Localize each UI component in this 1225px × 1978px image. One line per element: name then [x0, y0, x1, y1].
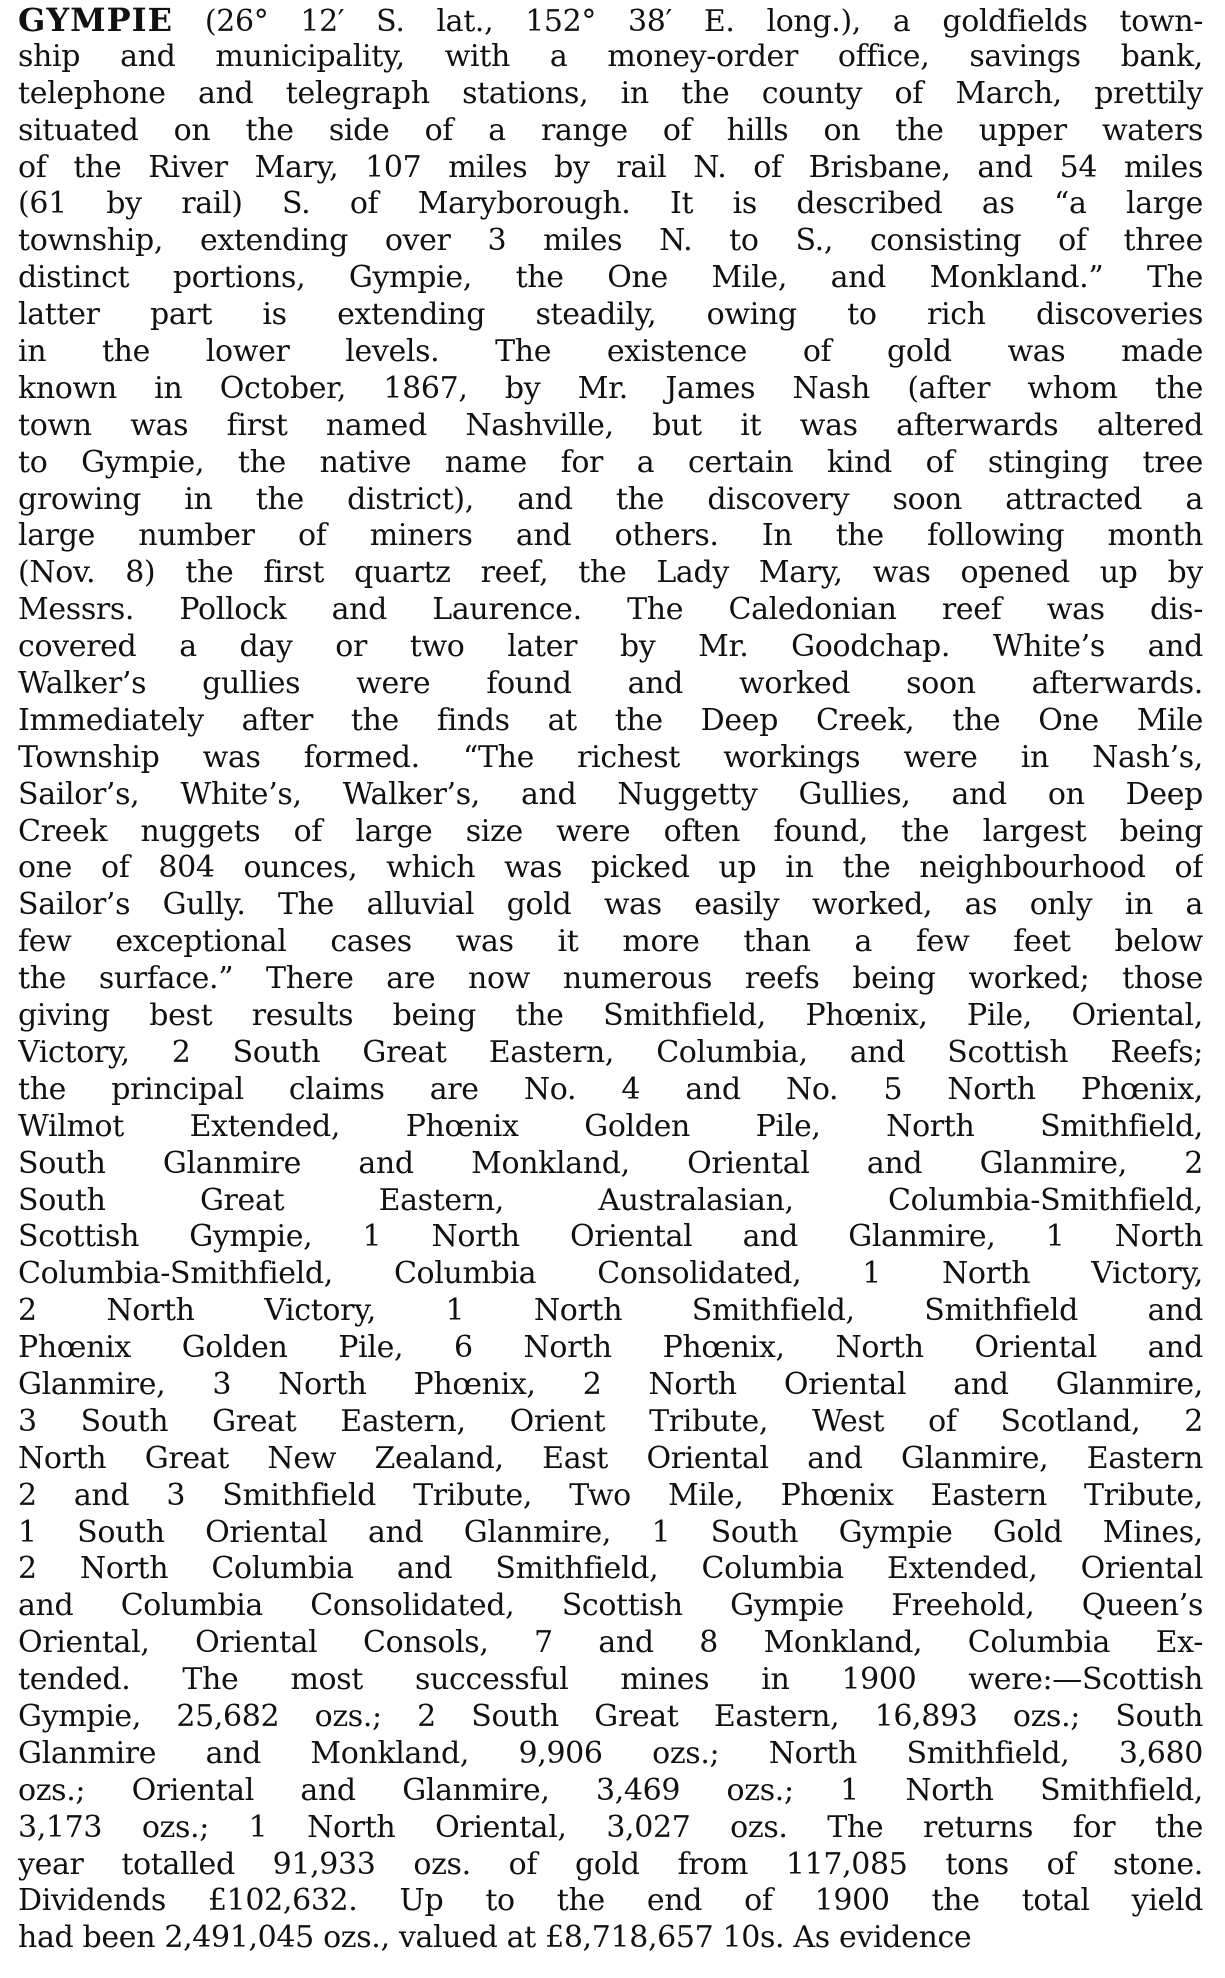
- entry-line: known in October, 1867, by Mr. James Nash (after whom the: [18, 370, 1203, 406]
- entry-line: latter part is extending steadily, owing to rich discoveries: [18, 297, 1203, 333]
- entry-line: situated on the side of a range of hills on the upper waters: [18, 112, 1203, 148]
- entry-line: 2 North Columbia and Smithfield, Columbia Extended, Oriental: [18, 1551, 1203, 1587]
- entry-line: town was first named Nashville, but it was afterwards altered: [18, 407, 1203, 443]
- entry-line: the principal claims are No. 4 and No. 5 North Phœnix,: [18, 1071, 1203, 1107]
- entry-line: few exceptional cases was it more than a few feet below: [18, 924, 1203, 960]
- entry-line: and Columbia Consolidated, Scottish Gympie Freehold, Queen’s: [18, 1588, 1203, 1624]
- entry-line: 2 North Victory, 1 North Smithfield, Smithfield and: [18, 1293, 1203, 1329]
- entry-line: Messrs. Pollock and Laurence. The Caledonian reef was dis-: [18, 592, 1203, 628]
- entry-line: covered a day or two later by Mr. Goodchap. White’s and: [18, 629, 1203, 665]
- entry-line: South Glanmire and Monkland, Oriental and Glanmire, 2: [18, 1145, 1203, 1181]
- entry-line: North Great New Zealand, East Oriental and Glanmire, Eastern: [18, 1440, 1203, 1476]
- entry-line: 3,173 ozs.; 1 North Oriental, 3,027 ozs. The returns for the: [18, 1809, 1203, 1845]
- entry-line: Walker’s gullies were found and worked soon afterwards.: [18, 666, 1203, 702]
- entry-line: Glanmire, 3 North Phœnix, 2 North Oriental and Glanmire,: [18, 1366, 1203, 1402]
- entry-line: growing in the district), and the discovery soon attracted a: [18, 481, 1203, 517]
- entry-line: telephone and telegraph stations, in the county of March, prettily: [18, 75, 1203, 111]
- entry-line: Oriental, Oriental Consols, 7 and 8 Monkland, Columbia Ex-: [18, 1625, 1203, 1661]
- entry-line: Victory, 2 South Great Eastern, Columbia, and Scottish Reefs;: [18, 1034, 1203, 1070]
- entry-line: South Great Eastern, Australasian, Columbia-Smithfield,: [18, 1182, 1203, 1218]
- entry-line: Sailor’s, White’s, Walker’s, and Nuggetty Gullies, and on Deep: [18, 776, 1203, 812]
- entry-line: Dividends £102,632. Up to the end of 1900 the total yield: [18, 1883, 1203, 1919]
- entry-headword: GYMPIE: [18, 2, 174, 39]
- entry-line: to Gympie, the native name for a certain kind of stinging tree: [18, 444, 1203, 480]
- entry-line-0: [18, 2, 1203, 39]
- entry-line: giving best results being the Smithfield, Phœnix, Pile, Oriental,: [18, 998, 1203, 1034]
- entry-line: 1 South Oriental and Glanmire, 1 South Gympie Gold Mines,: [18, 1514, 1203, 1550]
- entry-line: year totalled 91,933 ozs. of gold from 117,085 tons of stone.: [18, 1846, 1203, 1882]
- entry-line: ozs.; Oriental and Glanmire, 3,469 ozs.; 1 North Smithfield,: [18, 1772, 1203, 1808]
- entry-line: Immediately after the finds at the Deep Creek, the One Mile: [18, 702, 1203, 738]
- entry-line: ship and municipality, with a money-order office, savings bank,: [18, 38, 1203, 74]
- entry-line: Sailor’s Gully. The alluvial gold was easily worked, as only in a: [18, 887, 1203, 923]
- entry-line: had been 2,491,045 ozs., valued at £8,718,657 10s. As evidence: [18, 1920, 972, 1956]
- entry-line: one of 804 ounces, which was picked up in the neighbourhood of: [18, 850, 1203, 886]
- entry-line: of the River Mary, 107 miles by rail N. of Brisbane, and 54 miles: [18, 149, 1203, 185]
- entry-first-line-text: (26° 12′ S. lat., 152° 38′ E. long.), a goldfields town-: [173, 4, 1203, 39]
- entry-line: Glanmire and Monkland, 9,906 ozs.; North Smithfield, 3,680: [18, 1735, 1203, 1771]
- entry-line: township, extending over 3 miles N. to S., consisting of three: [18, 223, 1203, 259]
- entry-line: 3 South Great Eastern, Orient Tribute, West of Scotland, 2: [18, 1403, 1203, 1439]
- dictionary-entry: [18, 2, 1203, 1957]
- entry-line: Township was formed. “The richest workings were in Nash’s,: [18, 739, 1203, 775]
- entry-line: tended. The most successful mines in 1900 were:—Scottish: [18, 1662, 1203, 1698]
- entry-line: Phœnix Golden Pile, 6 North Phœnix, North Oriental and: [18, 1330, 1203, 1366]
- entry-line: large number of miners and others. In the following month: [18, 518, 1203, 554]
- entry-line: Columbia-Smithfield, Columbia Consolidated, 1 North Victory,: [18, 1256, 1203, 1292]
- entry-line: Gympie, 25,682 ozs.; 2 South Great Eastern, 16,893 ozs.; South: [18, 1698, 1203, 1734]
- entry-line: (61 by rail) S. of Maryborough. It is described as “a large: [18, 186, 1203, 222]
- entry-line: 2 and 3 Smithfield Tribute, Two Mile, Phœnix Eastern Tribute,: [18, 1477, 1203, 1513]
- entry-line: (Nov. 8) the first quartz reef, the Lady Mary, was opened up by: [18, 555, 1203, 591]
- entry-line: Wilmot Extended, Phœnix Golden Pile, North Smithfield,: [18, 1108, 1203, 1144]
- entry-line: the surface.” There are now numerous reefs being worked; those: [18, 961, 1203, 997]
- entry-line: Creek nuggets of large size were often found, the largest being: [18, 813, 1203, 849]
- entry-line: in the lower levels. The existence of gold was made: [18, 334, 1203, 370]
- entry-line: Scottish Gympie, 1 North Oriental and Glanmire, 1 North: [18, 1219, 1203, 1255]
- entry-line: distinct portions, Gympie, the One Mile, and Monkland.” The: [18, 260, 1203, 296]
